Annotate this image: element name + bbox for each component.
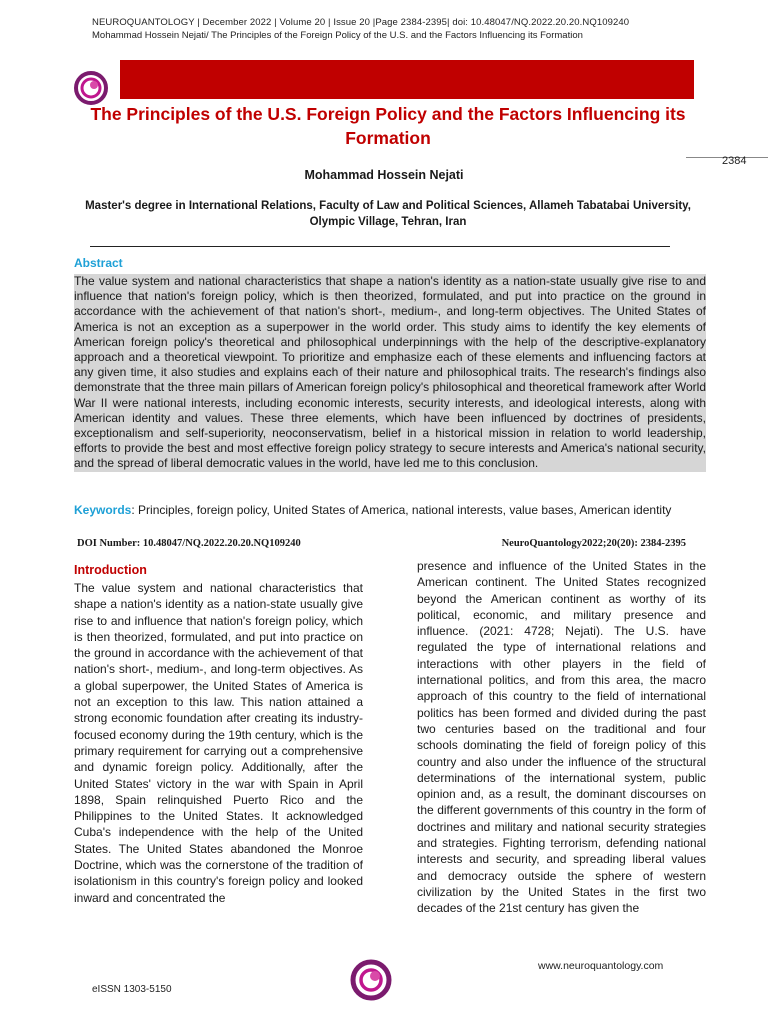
doi-number: DOI Number: 10.48047/NQ.2022.20.20.NQ109240 xyxy=(77,538,301,549)
divider xyxy=(90,246,670,247)
keywords xyxy=(74,503,706,519)
issn: eISSN 1303-5150 xyxy=(92,984,172,995)
abstract-text: The value system and national characteristics that shape a nation's identity as a nation-state usually give rise to and influence that nation's foreign policy, which is then theorized, formulated, and put into practice on the ground in accordance with the achievement of that nation's short-, medium-, and long-term objectives. The United States of America is not an exception as a superpower in the world order. This study aims to identify the key elements of American foreign policy's theoretical and philosophical underpinnings with the help of the descriptive-explanatory approach and a theoretical viewpoint. To prioritize and emphasize each of these elements and influencing factors at any given time, it also studies and explains each of their nature and philosophical traits. The research's findings also demonstrate that the three main pillars of American foreign policy's philosophical and theoretical framework after World War II were national interests, including economic interests, security interests, and ideological interests, along with American identity and values. These three elements, which have been influenced by doctrines of presidents, exceptionalism and self-superiority, neoconservatism, belief in a historical mission in relation to world leadership, efforts to provide the best and most effective foreign policy strategy to secure interests and America's national security, and the spread of liberal democratic values in the world, have led me to this conclusion. xyxy=(74,274,706,471)
footer-logo-icon xyxy=(345,955,397,1003)
page-number: 2384 xyxy=(722,155,747,167)
header-red-band xyxy=(120,60,694,99)
journal-reference: NeuroQuantology2022;20(20): 2384-2395 xyxy=(501,538,686,549)
introduction-heading: Introduction xyxy=(74,563,147,577)
introduction-right-column: presence and influence of the United States in the American continent. The United States recognized beyond the American continent as worthy of its political, economic, and military presence and influence. (2021: 4728; Nejati). The U.S. have regulated the type of international relations and interactions with other players in the field of international politics, and from this area, the macro approach of this country to the field of international politics has been formed and divided during the past two centuries based on the traditional and four schools dominating the field of foreign policy of this country and also under the influence of the structural determinations of the international system, public opinion and, as a result, the dominant discourses on the different governments of this country in the form of doctrines and military and national security strategies and strategies. Fighting terrorism, defending national interests and security, and spreading liberal values and democracy outside the sphere of western civilization by the United States in the first two decades of the 21st century has given the xyxy=(417,559,706,916)
journal-header-line: NEUROQUANTOLOGY | December 2022 | Volume 20 | Issue 20 |Page 2384-2395| doi: 10.48047/NQ.2022.20.20.NQ109240 xyxy=(92,17,630,28)
paper-title: The Principles of the U.S. Foreign Policy and the Factors Influencing its Formation xyxy=(90,104,686,148)
running-title: Mohammad Hossein Nejati/ The Principles of the Foreign Policy of the U.S. and the Factors Influencing its Formation xyxy=(92,30,583,41)
author-affiliation: Master's degree in International Relations, Faculty of Law and Political Sciences, Allameh Tabatabai University, Olympic Village, Tehran, Iran xyxy=(85,200,691,228)
keywords-label: Keywords xyxy=(74,503,132,517)
journal-website-link[interactable]: www.neuroquantology.com xyxy=(538,960,664,972)
keywords-text: : Principles, foreign policy, United States of America, national interests, value bases, American identity xyxy=(131,503,672,517)
introduction-left-column: The value system and national characteristics that shape a nation's identity as a nation-state usually give rise to and influence that nation's foreign policy, which is then theorized, formulated, and put into practice on the ground in accordance with the achievement of that nation's short-, medium-, and long-term objectives. As a global superpower, the United States of America is not an exception to this law. This nation attained a strong economic foundation after creating its industry-focused economy during the 19th century, which is the primary requirement for carrying out a comprehensive and dynamic foreign policy. Additionally, after the United States' victory in the war with Spain in April 1898, Spain relinquished Puerto Rico and the Philippines to the United States. It acknowledged Cuba's independence with the help of the United States. The United States abandoned the Monroe Doctrine, which was the cornerstone of the tradition of isolationism in this country's foreign policy and looked inward and concentrated the xyxy=(74,581,363,905)
author-name: Mohammad Hossein Nejati xyxy=(304,168,464,182)
abstract-heading: Abstract xyxy=(74,256,123,270)
